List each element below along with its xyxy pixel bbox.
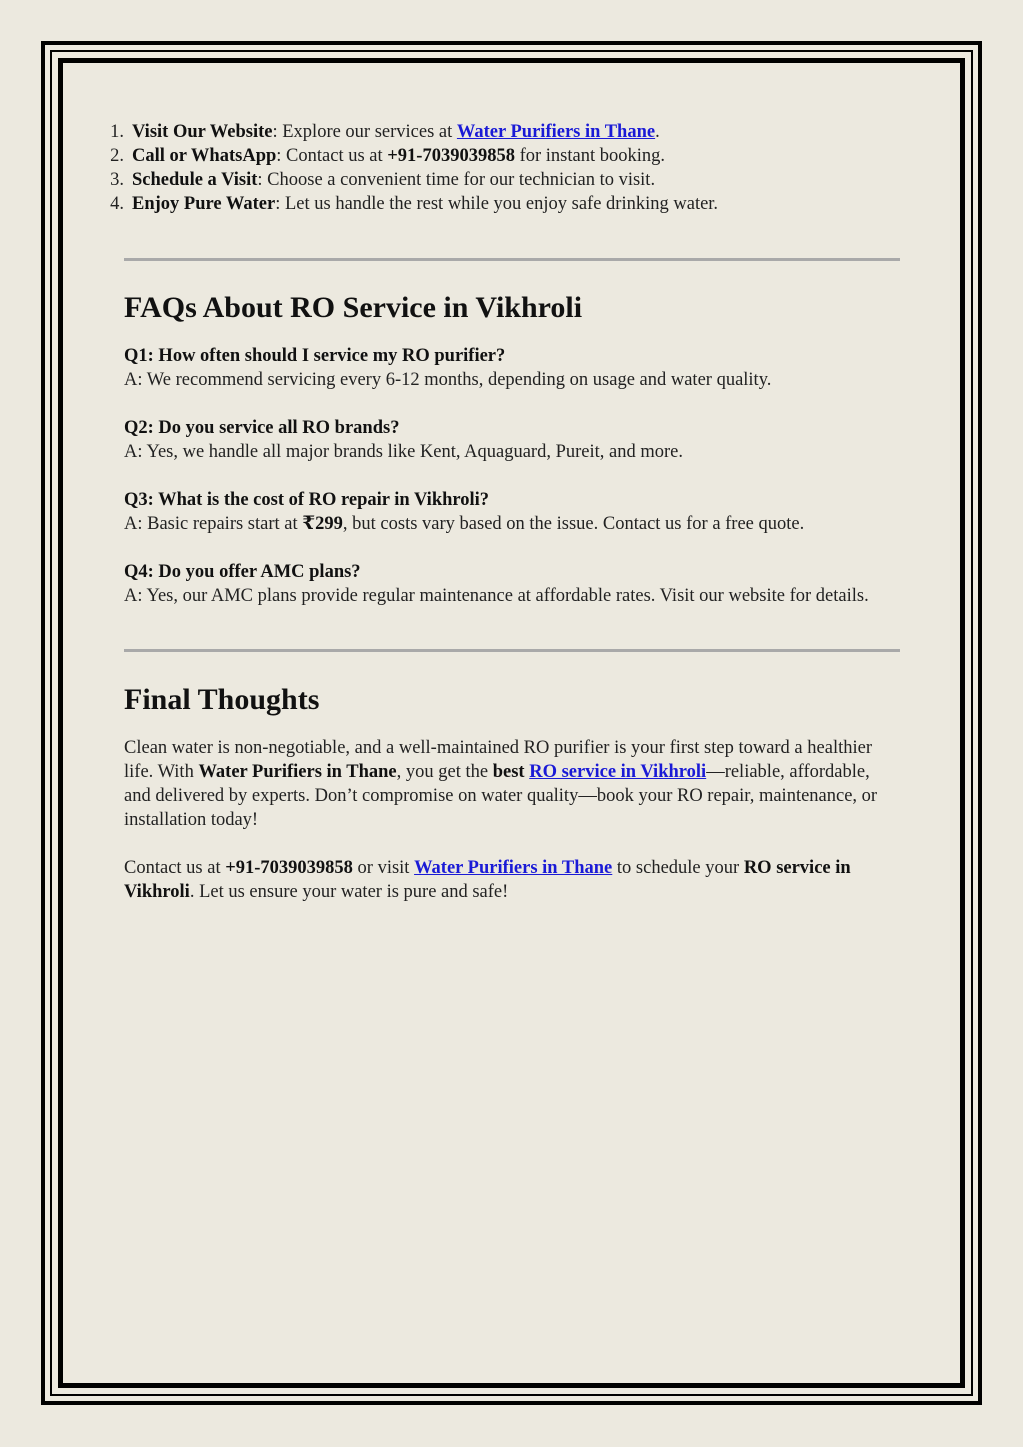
faq-item bbox=[124, 560, 900, 608]
faq-answer: A: We recommend servicing every 6-12 months, depending on usage and water quality. bbox=[124, 370, 772, 390]
faq-answer: A: Yes, we handle all major brands like Kent, Aquaguard, Pureit, and more. bbox=[124, 442, 683, 462]
phone-number: +91-7039039858 bbox=[225, 858, 353, 878]
booking-steps-list bbox=[62, 120, 900, 216]
list-item: 1. Visit Our Website: Explore our services at Water Purifiers in Thane. bbox=[62, 120, 900, 144]
faq-item bbox=[124, 488, 900, 536]
final-paragraph: Clean water is non-negotiable, and a well-maintained RO purifier is your first step toward a healthier life. With Water Purifiers in Thane, you get the best RO service in Vikhroli—reliable, affordable, and delivered by experts. Don’t compromise on water quality—book your RO repair, maintenance, or installation today! bbox=[124, 738, 878, 830]
list-item: 4. Enjoy Pure Water: Let us handle the rest while you enjoy safe drinking water. bbox=[62, 192, 900, 216]
faq-question: Q4: Do you offer AMC plans? bbox=[124, 562, 361, 582]
list-item: 3. Schedule a Visit: Choose a convenient time for our technician to visit. bbox=[62, 168, 900, 192]
section-divider bbox=[124, 258, 900, 261]
list-number: 3. bbox=[110, 170, 124, 190]
contact-paragraph: Contact us at +91-7039039858 or visit Water Purifiers in Thane to schedule your RO service in Vikhroli. Let us ensure your water is pure and safe! bbox=[124, 858, 851, 902]
step-title: Visit Our Website bbox=[132, 122, 273, 142]
faq-question: Q1: How often should I service my RO purifier? bbox=[124, 346, 506, 366]
faq-question: Q2: Do you service all RO brands? bbox=[124, 418, 400, 438]
faq-question: Q3: What is the cost of RO repair in Vikhroli? bbox=[124, 490, 490, 510]
list-number: 4. bbox=[110, 194, 124, 214]
phone-number: +91-7039039858 bbox=[387, 146, 515, 166]
step-title: Call or WhatsApp bbox=[132, 146, 277, 166]
website-link[interactable]: Water Purifiers in Thane bbox=[456, 122, 656, 142]
list-item: 2. Call or WhatsApp: Contact us at +91-7039039858 for instant booking. bbox=[62, 144, 900, 168]
price: ₹299 bbox=[302, 514, 343, 534]
website-link[interactable]: Water Purifiers in Thane bbox=[414, 858, 613, 878]
step-title: Schedule a Visit bbox=[132, 170, 258, 190]
section-divider bbox=[124, 649, 900, 652]
document-content bbox=[110, 120, 900, 904]
final-thoughts-heading: Final Thoughts bbox=[124, 683, 320, 716]
faq-answer: A: Basic repairs start at ₹299, but costs vary based on the issue. Contact us for a free quote. bbox=[124, 514, 805, 534]
faq-heading: FAQs About RO Service in Vikhroli bbox=[124, 291, 583, 324]
ro-service-link[interactable]: RO service in Vikhroli bbox=[529, 762, 707, 782]
faq-answer: A: Yes, our AMC plans provide regular maintenance at affordable rates. Visit our website for details. bbox=[124, 586, 869, 606]
faq-item bbox=[124, 416, 900, 464]
list-number: 2. bbox=[110, 146, 124, 166]
list-number: 1. bbox=[110, 122, 124, 142]
step-title: Enjoy Pure Water bbox=[132, 194, 276, 214]
faq-item bbox=[124, 344, 900, 392]
